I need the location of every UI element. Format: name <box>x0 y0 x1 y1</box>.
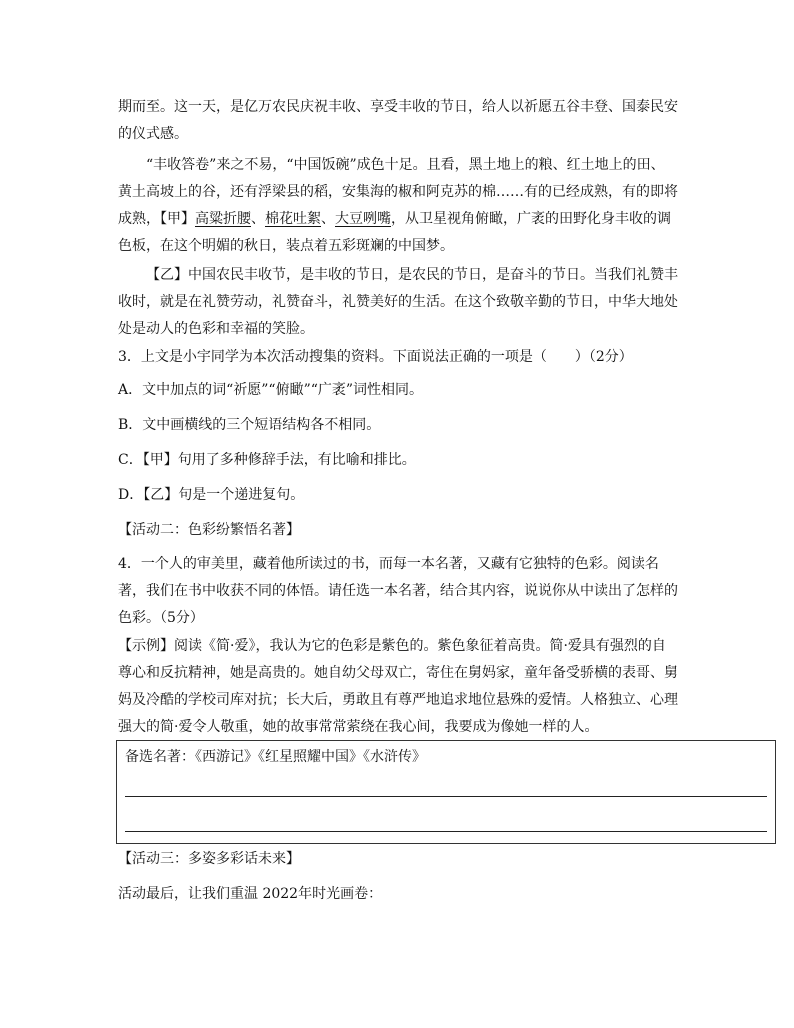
harvest-text-b: ，从卫星视角俯瞰，广袤的田野化身丰收的调色板，在这个明媚的秋日，装点着五彩斑斓的中国梦。 <box>118 211 671 254</box>
underlined-phrase-1: 高粱折腰 <box>195 211 251 227</box>
option-b: B．文中画横线的三个短语结构各不相同。 <box>118 417 381 433</box>
activity-2-heading: 【活动二：色彩纷繁悟名著】 <box>118 522 300 538</box>
answer-line-2[interactable] <box>125 831 767 832</box>
underlined-phrase-2: 棉花吐絮 <box>265 211 321 227</box>
underlined-phrase-3: 大豆咧嘴 <box>335 211 391 227</box>
paragraph-harvest <box>118 152 678 260</box>
question-4: 4．一个人的审美里，藏着他所读过的书，而每一本名著，又藏有它独特的色彩。阅读名著，我们在书中收获不同的体悟。请任选一本名著，结合其内容，说说你从中读出了怎样的色彩。（5分） <box>118 556 678 626</box>
answer-box <box>116 740 776 844</box>
mark-jia: 【甲】 <box>160 211 195 227</box>
activity-3-heading: 【活动三：多姿多彩话未来】 <box>118 851 300 867</box>
separator-1: 、 <box>251 211 265 227</box>
answer-line-1[interactable] <box>125 796 767 797</box>
option-c: C．【甲】句用了多种修辞手法，有比喻和排比。 <box>118 452 416 468</box>
option-a: A．文中加点的词“祈愿”“俯瞰”“广袤”词性相同。 <box>118 382 424 398</box>
option-d: D．【乙】句是一个递进复句。 <box>118 487 305 503</box>
harvest-text-a: “丰收答卷”来之不易，“中国饭碗”成色十足。且看，黑土地上的粮、红土地上的田、黄土高坡上的谷，还有浮梁县的稻，安集海的椒和阿克苏的棉……有的已经成熟，有的即将成熟， <box>118 157 678 227</box>
question-3: 3．上文是小宇同学为本次活动搜集的资料。下面说法正确的一项是（ ）（2分） <box>118 349 633 365</box>
book-options-label: 备选名著：《西游记》《红星照耀中国》《水浒传》 <box>125 749 426 765</box>
paragraph-yi: 【乙】中国农民丰收节，是丰收的节日，是农民的节日，是奋斗的节日。当我们礼赞丰收时，就是在礼赞劳动，礼赞奋斗，礼赞美好的生活。在这个致敬辛勤的节日，中华大地处处是动人的色彩和幸福的笑脸。 <box>118 267 678 337</box>
closing-line: 活动最后，让我们重温 2022年时光画卷： <box>118 886 383 902</box>
separator-2: 、 <box>321 211 335 227</box>
example-paragraph: 【示例】阅读《简·爱》，我认为它的色彩是紫色的。紫色象征着高贵。简·爱具有强烈的自尊心和反抗精神，她是高贵的。她自幼父母双亡，寄住在舅妈家，童年备受骄横的表哥、舅妈及冷酷的学校司库对抗；长大后，勇敢且有尊严地追求地位悬殊的爱情。人格独立、心理强大的简·爱令人敬重，她的故事常常萦绕在我心间，我要成为像她一样的人。 <box>118 638 678 735</box>
paragraph-intro-end: 期而至。这一天，是亿万农民庆祝丰收、享受丰收的节日，给人以祈愿五谷丰登、国泰民安的仪式感。 <box>118 99 678 142</box>
